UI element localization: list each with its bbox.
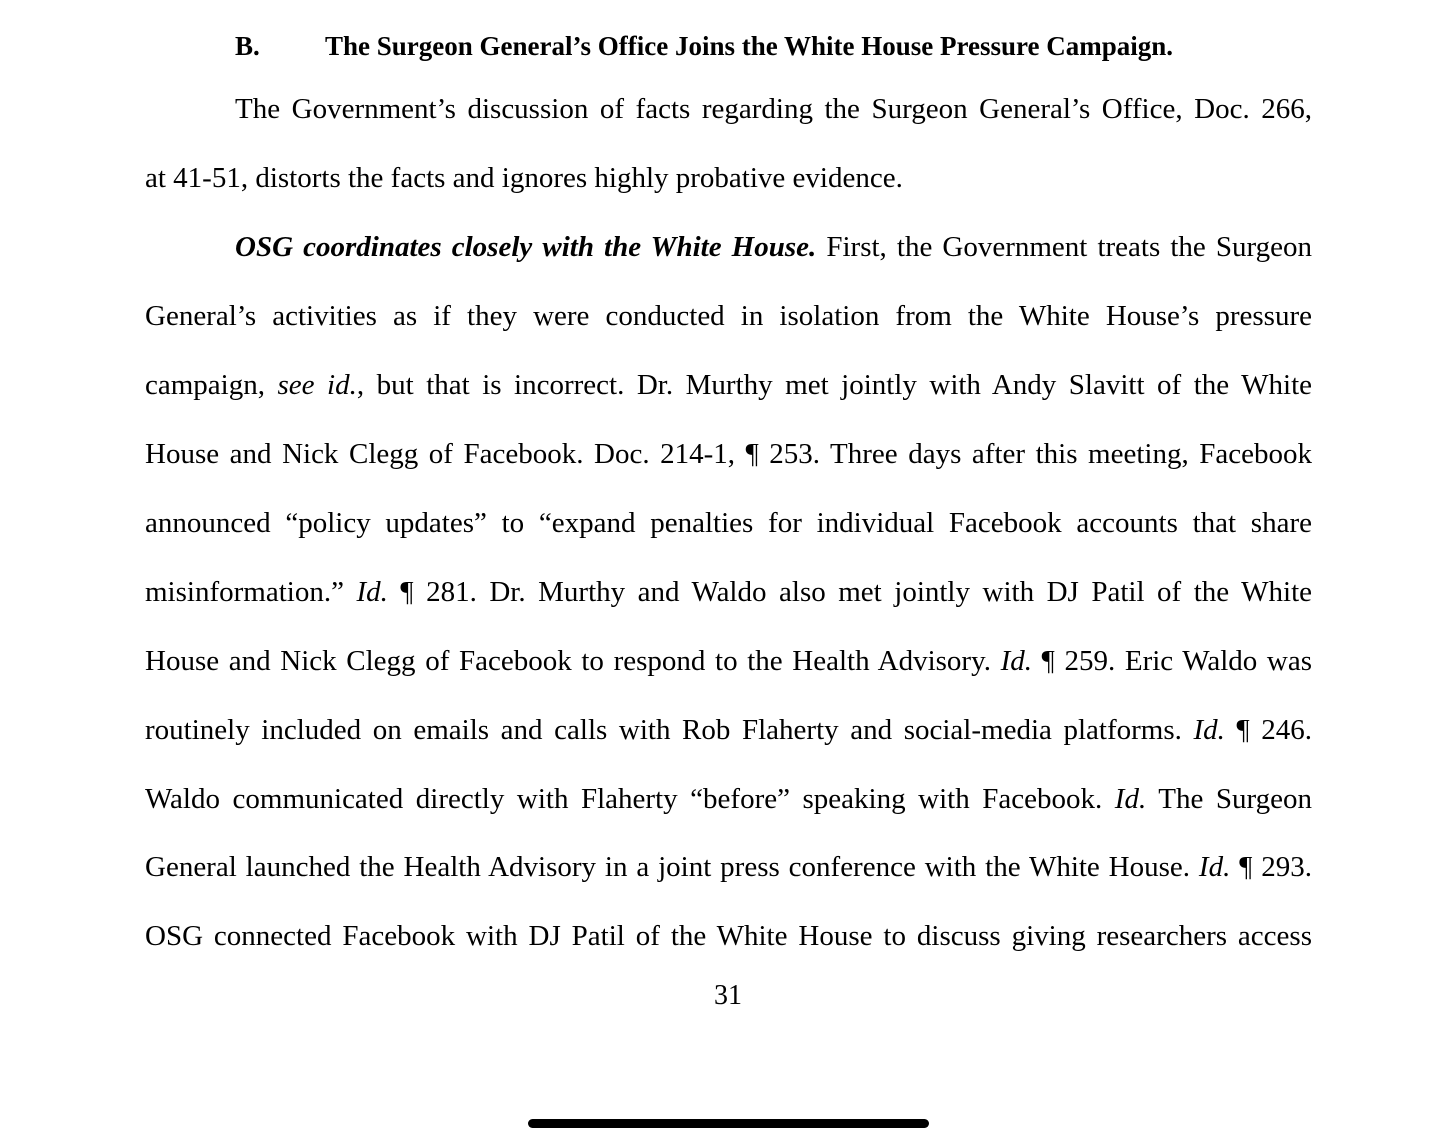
paragraph-2-line-2: General’s activities as if they were conducted in isolation from the White House’s pressure bbox=[145, 300, 1312, 332]
line-3-citation: see id. bbox=[277, 369, 357, 401]
section-title: The Surgeon General’s Office Joins the White House Pressure Campaign. bbox=[325, 31, 1173, 61]
page-number: 31 bbox=[714, 980, 742, 1011]
paragraph-2-line-4: House and Nick Clegg of Facebook. Doc. 214-1, ¶ 253. Three days after this meeting, Facebook bbox=[145, 438, 1312, 470]
paragraph-1-line-1: The Government’s discussion of facts regarding the Surgeon General’s Office, Doc. 266, bbox=[235, 93, 1312, 125]
section-number: B. bbox=[235, 31, 260, 61]
paragraph-2-lead-heading: OSG coordinates closely with the White House. bbox=[235, 231, 817, 263]
line-10-text-b: ¶ 293. bbox=[1230, 851, 1312, 883]
line-10-citation: Id. bbox=[1198, 851, 1231, 883]
paragraph-2-line-6 bbox=[145, 572, 1312, 612]
line-6-text-a: misinformation.” bbox=[145, 576, 357, 608]
home-indicator-bar[interactable] bbox=[528, 1119, 929, 1128]
line-7-text-b: ¶ 259. Eric Waldo was bbox=[1032, 645, 1312, 677]
line-9-text-b: The Surgeon bbox=[1146, 783, 1312, 815]
line-7-text-a: House and Nick Clegg of Facebook to respond to the Health Advisory. bbox=[145, 645, 1001, 677]
paragraph-2-line-8 bbox=[145, 710, 1312, 750]
line-8-citation: Id. bbox=[1193, 714, 1225, 746]
paragraph-2-line-9 bbox=[145, 779, 1312, 819]
paragraph-2-line-1-text: First, the Government treats the Surgeon bbox=[826, 231, 1313, 263]
paragraph-2-line-5: announced “policy updates” to “expand penalties for individual Facebook accounts that share bbox=[145, 507, 1312, 539]
line-6-citation: Id. bbox=[356, 576, 388, 608]
section-heading bbox=[235, 26, 1173, 66]
paragraph-2-line-3 bbox=[145, 365, 1312, 405]
line-6-text-b: ¶ 281. Dr. Murthy and Waldo also met jointly with DJ Patil of the White bbox=[387, 576, 1312, 608]
line-3-text-a: campaign, bbox=[145, 369, 278, 401]
line-8-text-b: ¶ 246. bbox=[1224, 714, 1313, 746]
paragraph-2-line-7 bbox=[145, 641, 1312, 681]
line-3-text-b: , but that is incorrect. Dr. Murthy met jointly with Andy Slavitt of the White bbox=[356, 369, 1312, 401]
line-9-citation: Id. bbox=[1114, 783, 1147, 815]
paragraph-1-line-2: at 41-51, distorts the facts and ignores highly probative evidence. bbox=[145, 162, 903, 194]
line-7-citation: Id. bbox=[1000, 645, 1033, 677]
line-9-text-a: Waldo communicated directly with Flaherty “before” speaking with Facebook. bbox=[145, 783, 1115, 815]
line-8-text-a: routinely included on emails and calls with Rob Flaherty and social-media platforms. bbox=[145, 714, 1194, 746]
paragraph-2-line-10 bbox=[145, 847, 1312, 887]
paragraph-2-line-1 bbox=[235, 227, 1312, 267]
line-10-text-a: General launched the Health Advisory in a joint press conference with the White House. bbox=[145, 851, 1199, 883]
paragraph-2-line-11: OSG connected Facebook with DJ Patil of the White House to discuss giving researchers access bbox=[145, 920, 1312, 952]
